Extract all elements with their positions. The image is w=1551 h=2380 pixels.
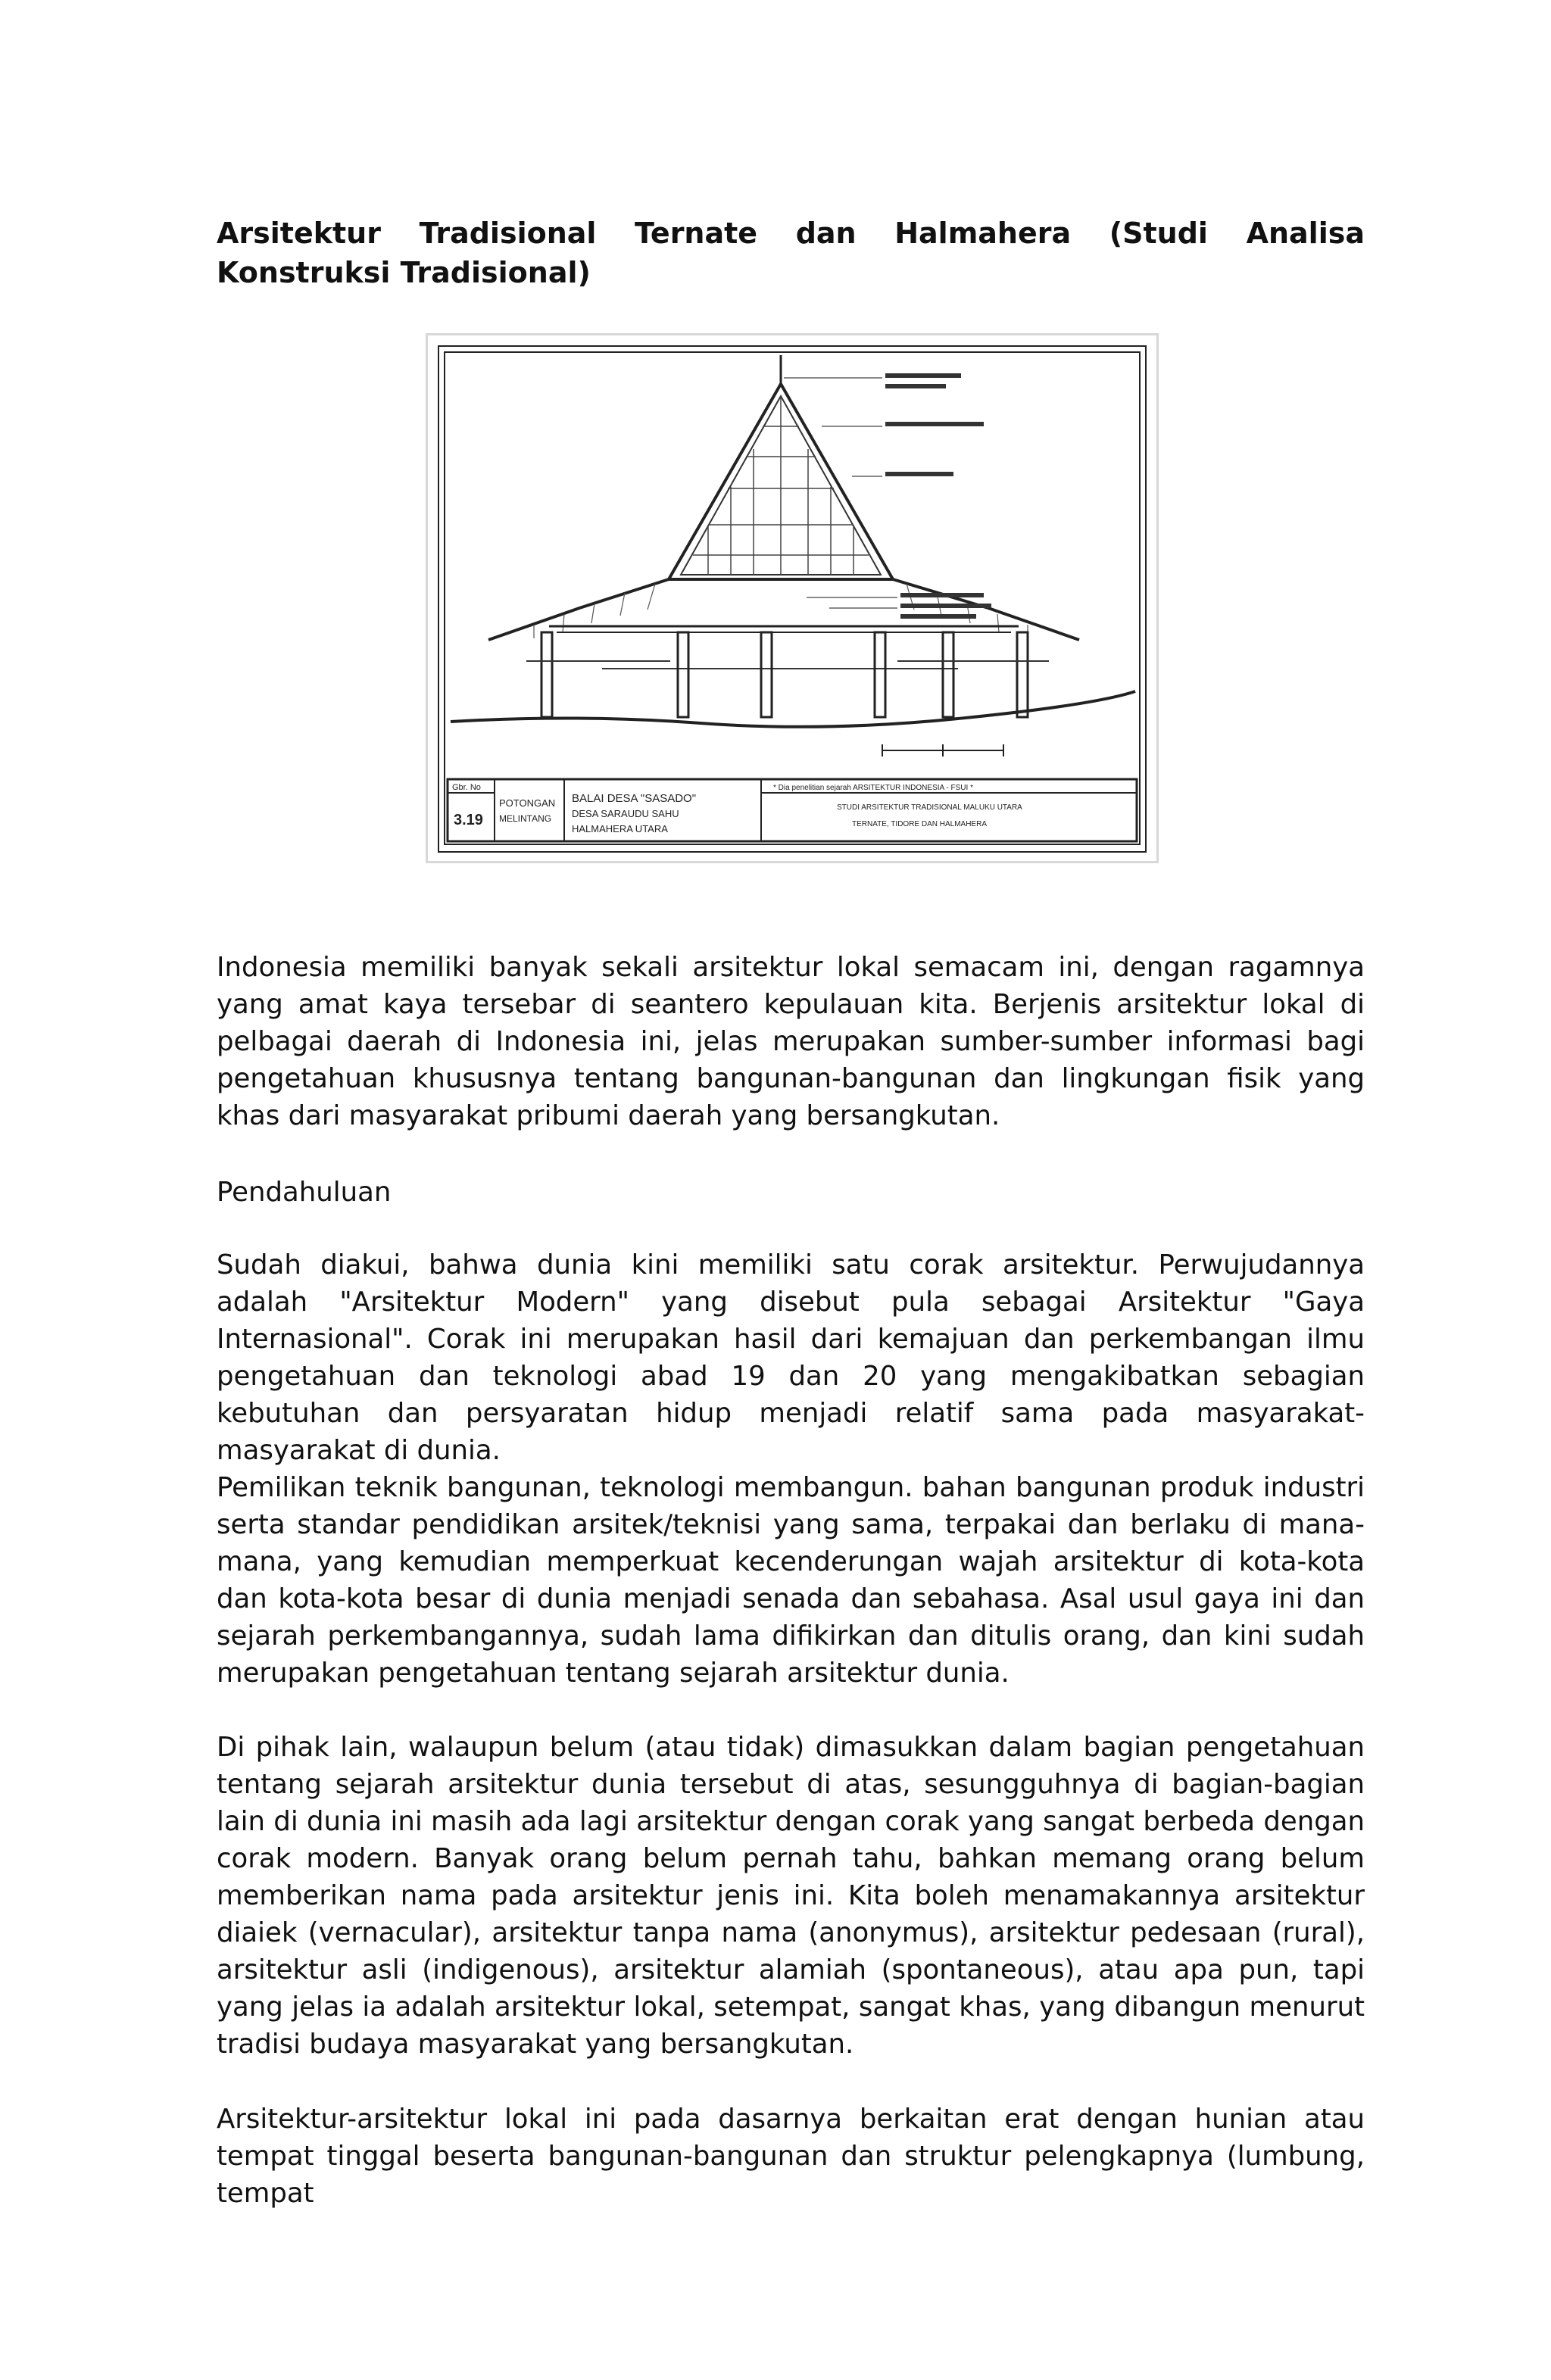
paragraph-3: Pemilikan teknik bangunan, teknologi membangun. bahan bangunan produk industri serta standar pendidikan arsitek/teknisi yang sama, terpakai dan berlaku di mana-mana, yang kemudian memperkuat kecenderungan wajah arsitektur di kota-kota dan kota-kota besar di dunia menjadi senada dan sebahasa. Asal usul gaya ini dan sejarah perkembangannya, sudah lama difikirkan dan ditulis orang, dan kini sudah merupakan pengetahuan tentang sejarah arsitektur dunia. xyxy=(217,1472,1365,1689)
drawing-frame xyxy=(438,346,1146,852)
title-block-source-line2: STUDI ARSITEKTUR TRADISIONAL MALUKU UTARA xyxy=(837,803,1022,812)
title-block xyxy=(448,779,1137,841)
title-block-name-line3: HALMAHERA UTARA xyxy=(572,823,668,834)
lower-roof-rafters xyxy=(534,584,1028,638)
paragraph-intro: Indonesia memiliki banyak sekali arsitektur lokal semacam ini, dengan ragamnya yang amat kaya tersebar di seantero kepulauan kita. Berjenis arsitektur lokal di pelbagai daerah di Indonesia ini, jelas merupakan sumber-sumber informasi bagi pengetahuan khususnya tentang bangunan-bangunan dan lingkungan fisik yang khas dari masyarakat pribumi daerah yang bersangkutan. xyxy=(217,952,1365,1131)
roof-lattice xyxy=(693,396,869,575)
paragraph-4: Di pihak lain, walaupun belum (atau tidak) dimasukkan dalam bagian pengetahuan tentang sejarah arsitektur dunia tersebut di atas, sesungguhnya di bagian-bagian lain di dunia ini masih ada lagi arsitektur dengan corak yang sangat berbeda dengan corak modern. Banyak orang belum pernah tahu, bahkan memang orang belum memberikan nama pada arsitektur jenis ini. Kita boleh menamakannya arsitektur diaiek (vernacular), arsitektur tanpa nama (anonymus), arsitektur pedesaan (rural), arsitektur asli (indigenous), arsitektur alamiah (spontaneous), atau apa pun, tapi yang jelas ia adalah arsitektur lokal, setempat, sangat khas, yang dibangun menurut tradisi budaya masyarakat yang bersangkutan. xyxy=(217,1732,1365,2060)
ground-line xyxy=(451,691,1135,727)
paragraph-5: Arsitektur-arsitektur lokal ini pada dasarnya berkaitan erat dengan hunian atau tempat tinggal beserta bangunan-bangunan dan struktur pelengkapnya (lumbung, tempat xyxy=(217,2104,1365,2209)
title-block-name-line2: DESA SARAUDU SAHU xyxy=(572,808,679,819)
title-block-view-line1: POTONGAN xyxy=(499,797,556,809)
scale-bar xyxy=(882,744,1003,756)
title-block-view-line2: MELINTANG xyxy=(499,813,552,824)
title-block-source-line3: TERNATE, TIDORE DAN HALMAHERA xyxy=(852,820,987,828)
title-block-source-line1: * Dia penelitian sejarah ARSITEKTUR INDONESIA - FSUI * xyxy=(773,784,973,792)
architectural-section-drawing xyxy=(426,333,1159,863)
section-heading: Pendahuluan xyxy=(217,1177,392,1208)
lower-roof-left xyxy=(488,579,669,640)
lower-roof-right xyxy=(893,579,1079,640)
paragraph-2: Sudah diakui, bahwa dunia kini memiliki satu corak arsitektur. Perwujudannya adalah "Arsitektur Modern" yang disebut pula sebagai Arsitektur "Gaya Internasional". Corak ini merupakan hasil dari kemajuan dan perkembangan ilmu pengetahuan dan teknologi abad 19 dan 20 yang mengakibatkan sebagian kebutuhan dan persyaratan hidup menjadi relatif sama pada masyarakat-masyarakat di dunia. xyxy=(217,1249,1365,1466)
document-title: Arsitektur Tradisional Ternate dan Halmahera (Studi Analisa Konstruksi Tradisional) xyxy=(217,217,1365,289)
title-block-sheet-label: Gbr. No xyxy=(452,783,481,792)
title-block-name-line1: BALAI DESA "SASADO" xyxy=(572,792,697,805)
posts xyxy=(541,632,1028,717)
section-drawing-svg xyxy=(428,335,1156,861)
title-block-sheet-number: 3.19 xyxy=(454,812,483,828)
